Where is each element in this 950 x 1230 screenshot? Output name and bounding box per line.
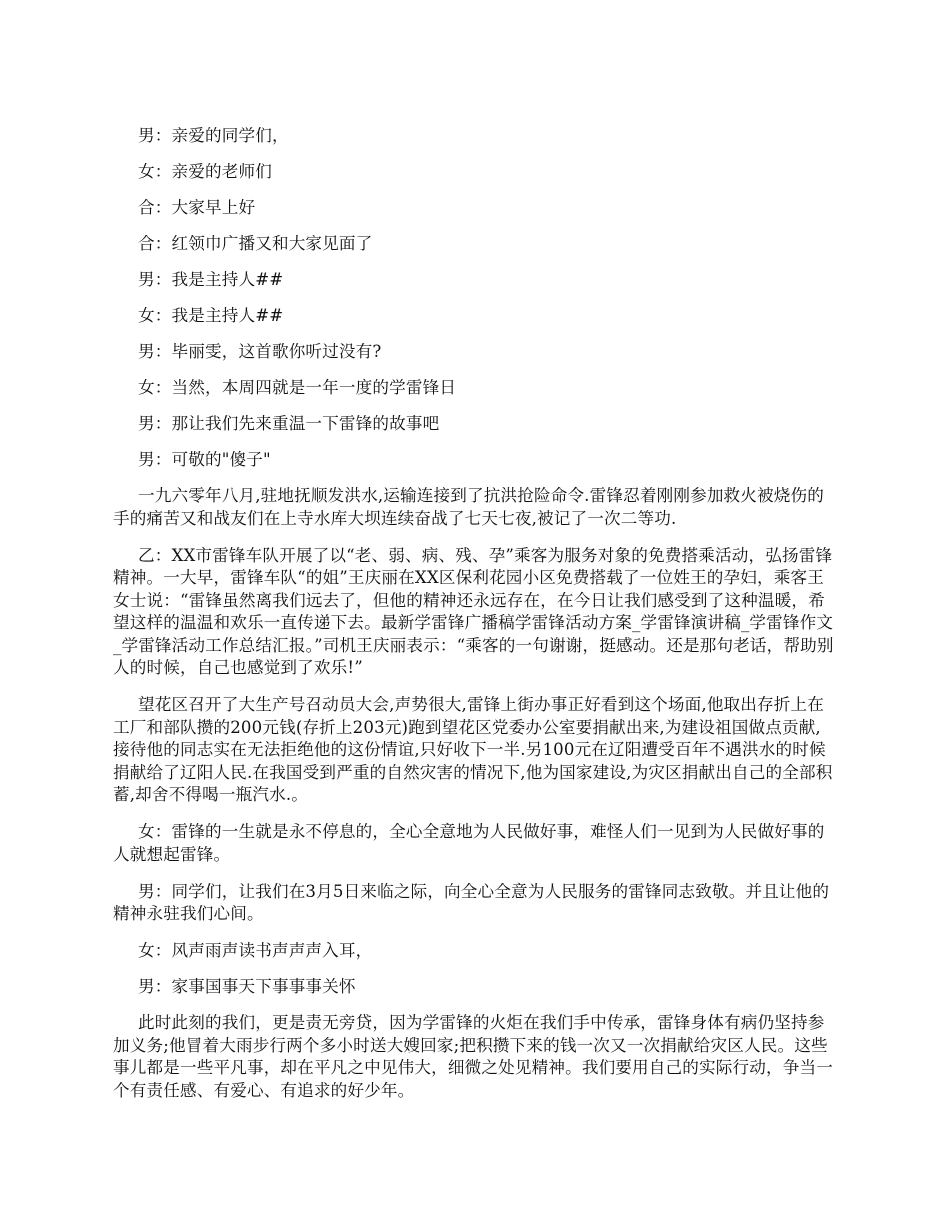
paragraph: 一九六零年八月,驻地抚顺发洪水,运输连接到了抗洪抢险命令.雷锋忍着刚刚参加救火被烧伤的手的痛苦又和战友们在上寺水库大坝连续奋战了七天七夜,被记了一次二等功. (113, 486, 825, 528)
paragraph: 乙：XX市雷锋车队开展了以“老、弱、病、残、孕”乘客为服务对象的免费搭乘活动，弘扬雷锋精神。一大早，雷锋车队“的姐”王庆丽在XX区保利花园小区免费搭载了一位姓王的孕妇，乘客王女士说：“雷锋虽然离我们远去了，但他的精神还永远存在，在今日让我们感受到了这种温暖，希望这样的温温和欢乐一直传递下去。最新学雷锋广播稿学雷锋活动方案_学雷锋演讲稿_学雷锋作文_学雷锋活动工作总结汇报。”司机王庆丽表示：“乘客的一句谢谢，挺感动。还是那句老话，帮助别人的时候，自己也感觉到了欢乐!” (113, 545, 834, 677)
paragraph: 男：同学们，让我们在3月5日来临之际，向全心全意为人民服务的雷锋同志致敬。并且让他的精神永驻我们心间。 (113, 881, 830, 923)
paragraph: 女：风声雨声读书声声声入耳， (138, 941, 373, 960)
paragraph: 男：那让我们先来重温一下雷锋的故事吧 (138, 414, 440, 433)
paragraph: 男：毕丽雯，这首歌你听过没有? (138, 342, 382, 361)
paragraph: 女：亲爱的老师们 (138, 162, 272, 181)
paragraph: 男：家事国事天下事事事关怀 (138, 977, 356, 996)
paragraph: 男：可敬的"傻子" (138, 450, 271, 469)
paragraph: 望花区召开了大生产号召动员大会,声势很大,雷锋上街办事正好看到这个场面,他取出存折上在工厂和部队攒的200元钱(存折上203元)跑到望花区党委办公室要捐献出来,为建设祖国做点贡献,接待他的同志实在无法拒绝他的这份情谊,只好收下一半.另100元在辽阳遭受百年不遇洪水的时候捐献给了辽阳人民.在我国受到严重的自然灾害的情况下,他为国家建设,为灾区捐献出自己的全部积蓄,却舍不得喝一瓶汽水.。 (113, 695, 833, 804)
paragraph: 女：我是主持人## (138, 306, 284, 325)
paragraph: 合：红领巾广播又和大家见面了 (138, 234, 373, 253)
paragraph: 男：亲爱的同学们， (138, 126, 289, 145)
document-body (113, 125, 837, 1117)
paragraph: 男：我是主持人## (138, 270, 284, 289)
paragraph: 女：当然，本周四就是一年一度的学雷锋日 (138, 378, 457, 397)
paragraph: 合：大家早上好 (138, 198, 256, 217)
paragraph: 女：雷锋的一生就是永不停息的，全心全意地为人民做好事，难怪人们一见到为人民做好事的人就想起雷锋。 (113, 822, 825, 864)
paragraph: 此时此刻的我们，更是责无旁贷，因为学雷锋的火炬在我们手中传承，雷锋身体有病仍坚持参加义务;他冒着大雨步行两个多小时送大嫂回家;把积攒下来的钱一次又一次捐献给灾区人民。这些事儿都是一些平凡事，却在平凡之中见伟大，细微之处见精神。我们要用自己的实际行动，争当一个有责任感、有爱心、有追求的好少年。 (113, 1013, 833, 1100)
